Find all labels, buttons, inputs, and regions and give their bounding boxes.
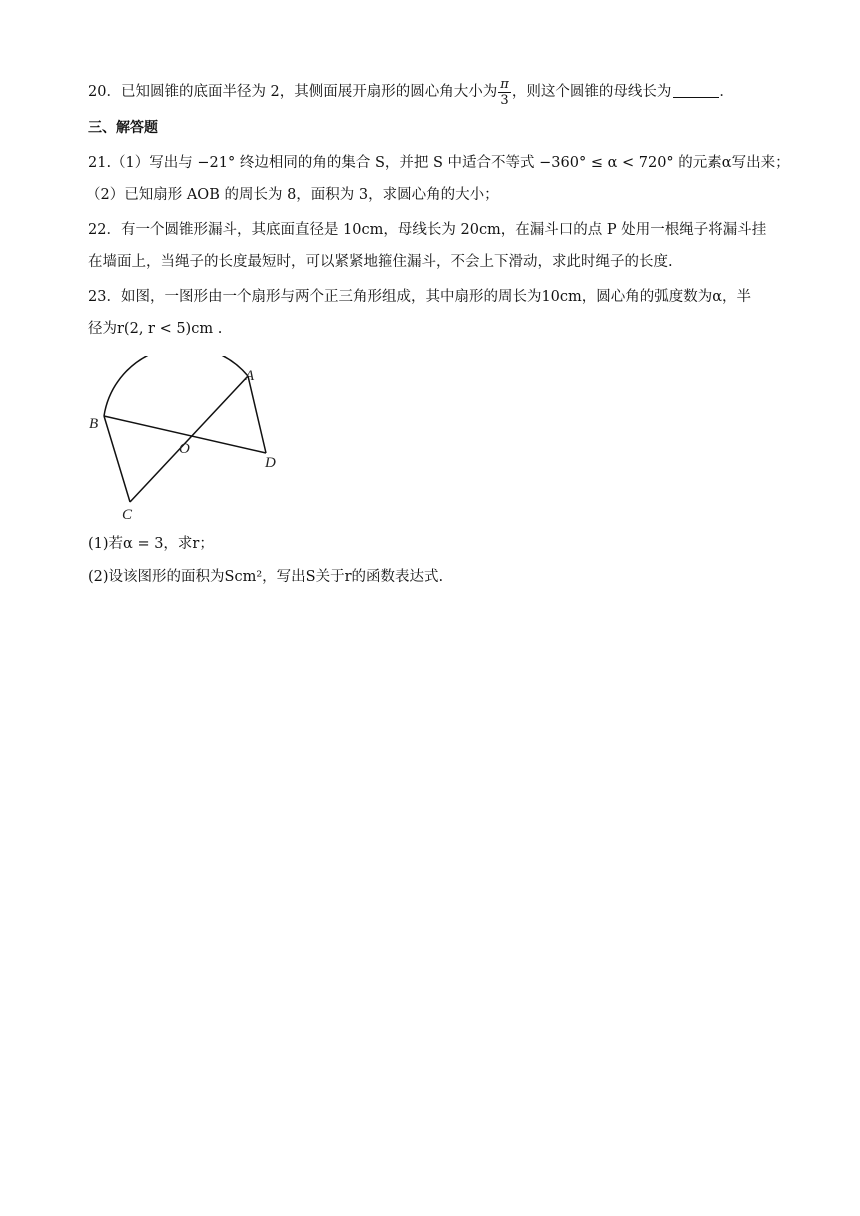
q20-text-pre: 已知圆锥的底面半径为 2，其侧面展开扇形的圆心角大小为 — [120, 84, 498, 100]
q21-part2: （2）已知扇形 AOB 的周长为 8，面积为 3，求圆心角的大小； — [86, 187, 499, 203]
q23-line2: 径为r(2, r < 5)cm . — [88, 321, 223, 337]
label-A: A — [245, 368, 255, 384]
segment-AD — [248, 376, 266, 453]
sector-arc — [104, 356, 248, 416]
question-20 — [88, 74, 734, 110]
q23-line1: 23．如图，一图形由一个扇形与两个正三角形组成，其中扇形的周长为10cm，圆心角的弧度数为α，半 — [88, 289, 752, 305]
q20-fraction-numerator: π — [500, 76, 509, 92]
q21-part1: 21.（1）写出与 −21° 终边相同的角的集合 S，并把 S 中适合不等式 −360° ≤ α < 720° 的元素α写出来； — [88, 155, 790, 171]
q20-fraction-denominator: 3 — [500, 92, 509, 108]
q20-text-post: ，则这个圆锥的母线长为 — [511, 84, 672, 100]
q20-number: 20． — [88, 84, 121, 100]
q22-line1: 22．有一个圆锥形漏斗，其底面直径是 10cm，母线长为 20cm，在漏斗口的点 P 处用一根绳子将漏斗挂 — [88, 222, 767, 238]
label-O: O — [179, 441, 190, 457]
label-C: C — [122, 507, 133, 523]
q22-line2: 在墙面上，当绳子的长度最短时，可以紧紧地箍住漏斗，不会上下滑动，求此时绳子的长度. — [88, 254, 673, 270]
segment-CA — [130, 376, 248, 502]
geometry-figure — [86, 356, 286, 526]
q20-fraction — [498, 77, 511, 108]
q20-answer-blank — [673, 83, 719, 98]
label-D: D — [265, 455, 276, 471]
q23-sub2: (2)设该图形的面积为Scm²，写出S关于r的函数表达式. — [88, 569, 444, 585]
q20-text-end: ． — [719, 84, 734, 100]
section-heading: 三、解答题 — [88, 120, 158, 136]
q23-sub1: (1)若α = 3，求r； — [88, 536, 214, 552]
segment-BC — [104, 416, 130, 502]
label-B: B — [89, 416, 99, 432]
